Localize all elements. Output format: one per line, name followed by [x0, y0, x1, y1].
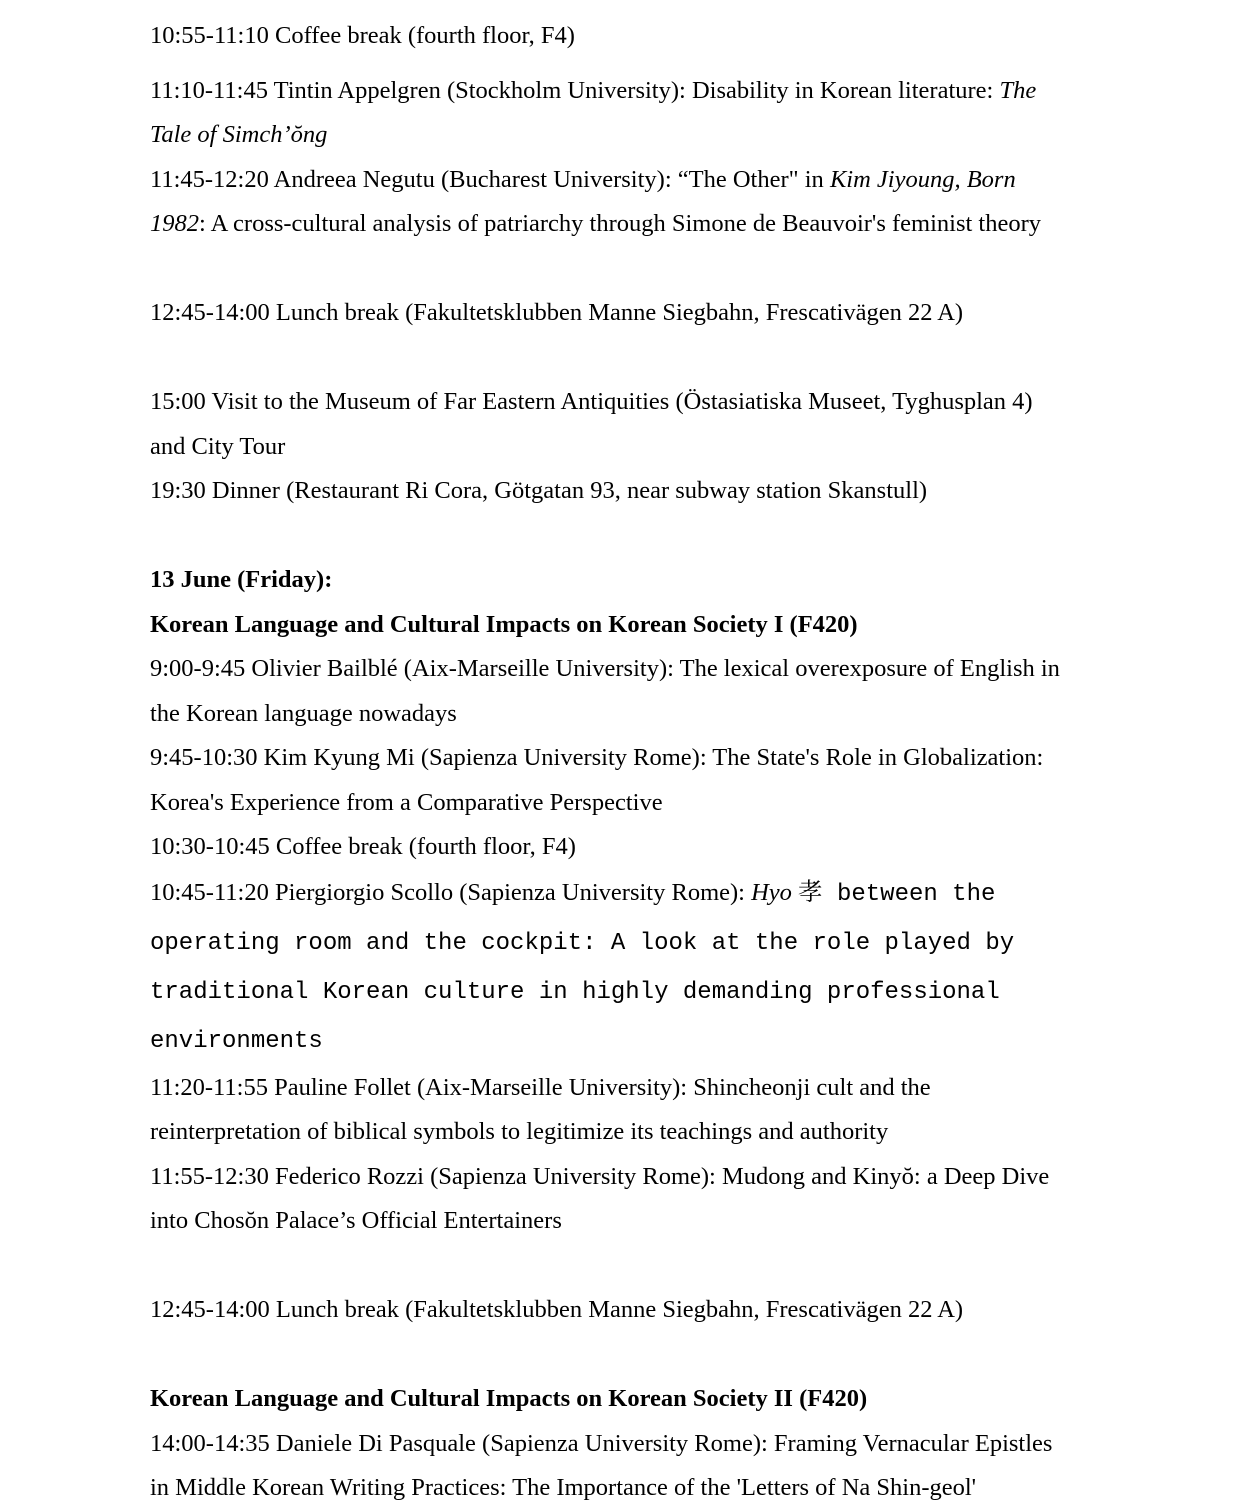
- date-heading: [150, 558, 1110, 603]
- schedule-item: [150, 1155, 1110, 1244]
- text-run-italic: Hyo: [751, 878, 792, 906]
- text-line: [150, 870, 1110, 919]
- blank-line: [150, 1333, 1110, 1378]
- text-run: 10:55-11:10 Coffee break (fourth floor, F4): [150, 22, 575, 49]
- schedule-item: [150, 870, 1110, 1066]
- blank-line-space: [150, 1333, 1110, 1378]
- text-line: [150, 1422, 1110, 1467]
- text-run: reinterpretation of biblical symbols to legitimize its teachings and authority: [150, 1118, 889, 1145]
- schedule-item: [150, 825, 1110, 870]
- text-line: [150, 291, 1110, 336]
- schedule-item: [150, 647, 1110, 736]
- text-line: [150, 1155, 1110, 1200]
- text-line: [150, 736, 1110, 781]
- text-line: [150, 919, 1110, 968]
- text-run: : A cross-cultural analysis of patriarchy through Simone de Beauvoir's feminist theory: [199, 210, 1041, 237]
- text-run: 11:55-12:30 Federico Rozzi (Sapienza University Rome): Mudong and Kinyŏ: a Deep Dive: [150, 1162, 1050, 1190]
- text-run-mono: operating room and the cockpit: A look at the role played by: [150, 929, 1015, 957]
- blank-line-space: [150, 336, 1110, 381]
- text-run: 10:45-11:20 Piergiorgio Scollo (Sapienza University Rome):: [150, 878, 752, 906]
- text-run: 12:45-14:00 Lunch break (Fakultetsklubben Manne Siegbahn, Frescativägen 22 A): [150, 1296, 964, 1323]
- text-line: [150, 69, 1110, 114]
- text-line: [150, 202, 1110, 247]
- text-run-bold: Korean Language and Cultural Impacts on Korean Society II (F420): [150, 1385, 868, 1412]
- text-run-bold: 13 June (Friday):: [150, 566, 333, 593]
- schedule-item: [150, 158, 1110, 247]
- text-run-italic: Tale of Simch’ŏng: [150, 121, 328, 148]
- text-line: [150, 158, 1110, 203]
- text-run: Korea's Experience from a Comparative Perspective: [150, 788, 663, 816]
- session-heading: [150, 1377, 1110, 1422]
- text-run: 11:20-11:55 Pauline Follet (Aix-Marseille University): Shincheonji cult and the: [150, 1073, 931, 1101]
- text-line: [150, 113, 1110, 158]
- blank-line-space: [150, 1244, 1110, 1289]
- text-run: the Korean language nowadays: [150, 699, 457, 727]
- text-line: [150, 425, 1110, 470]
- text-line: [150, 1377, 1110, 1422]
- text-run-mono: [823, 881, 837, 908]
- blank-line-space: [150, 514, 1110, 559]
- text-run-mono: environments: [150, 1027, 323, 1055]
- text-line: [150, 1466, 1110, 1511]
- text-line: [150, 469, 1110, 514]
- text-run: 11:10-11:45 Tintin Appelgren (Stockholm University): Disability in Korean literature:: [150, 76, 1000, 104]
- text-line: [150, 1288, 1110, 1333]
- schedule-item: [150, 69, 1110, 158]
- text-line: [150, 380, 1110, 425]
- blank-line: [150, 1244, 1110, 1289]
- text-line: [150, 692, 1110, 737]
- text-line: [150, 558, 1110, 603]
- schedule-item: [150, 1422, 1110, 1511]
- text-run-mono: between the: [836, 880, 996, 908]
- session-heading: [150, 603, 1110, 648]
- text-run-bold: Korean Language and Cultural Impacts on Korean Society I (F420): [150, 610, 858, 638]
- text-run: and City Tour: [150, 432, 286, 460]
- text-run: 15:00 Visit to the Museum of Far Eastern Antiquities (Östasiatiska Museet, Tyghusplan 4): [150, 388, 1033, 415]
- text-line: [150, 781, 1110, 826]
- text-run: 19:30 Dinner (Restaurant Ri Cora, Götgatan 93, near subway station Skanstull): [150, 477, 928, 504]
- text-run: into Chosŏn Palace’s Official Entertainers: [150, 1207, 562, 1234]
- text-run: in Middle Korean Writing Practices: The Importance of the 'Letters of Na Shin-geol': [150, 1474, 977, 1501]
- text-line: [150, 1017, 1110, 1066]
- text-run: 9:45-10:30 Kim Kyung Mi (Sapienza University Rome): The State's Role in Globalization:: [150, 744, 1044, 771]
- schedule-item: [150, 1288, 1110, 1333]
- schedule-item: [150, 14, 1110, 59]
- blank-line: [150, 514, 1110, 559]
- text-line: [150, 1110, 1110, 1155]
- text-run-italic: Kim Jiyoung, Born: [829, 165, 1016, 193]
- text-run: 12:45-14:00 Lunch break (Fakultetsklubben Manne Siegbahn, Frescativägen 22 A): [150, 299, 964, 326]
- schedule-item: [150, 380, 1110, 469]
- text-line: [150, 825, 1110, 870]
- schedule-item: [150, 469, 1110, 514]
- blank-line-space: [150, 247, 1110, 292]
- text-run: 10:30-10:45 Coffee break (fourth floor, F4): [150, 833, 576, 860]
- blank-line: [150, 336, 1110, 381]
- text-line: [150, 14, 1110, 59]
- schedule-item: [150, 291, 1110, 336]
- text-run-mono: traditional Korean culture in highly demanding professional: [150, 978, 1000, 1006]
- text-line: [150, 968, 1110, 1017]
- schedule-item: [150, 736, 1110, 825]
- text-line: [150, 603, 1110, 648]
- blank-line: [150, 247, 1110, 292]
- text-run: 9:00-9:45 Olivier Bailblé (Aix-Marseille University): The lexical overexposure of English in: [150, 655, 1060, 682]
- schedule-item: [150, 1066, 1110, 1155]
- text-run-italic: 1982: [150, 210, 199, 237]
- text-line: [150, 647, 1110, 692]
- text-run-italic: The: [999, 76, 1037, 104]
- hanja-character: 孝: [798, 876, 823, 906]
- text-run: 11:45-12:20 Andreea Negutu (Bucharest University): “The Other" in: [150, 165, 830, 193]
- text-line: [150, 1199, 1110, 1244]
- text-run: 14:00-14:35 Daniele Di Pasquale (Sapienza University Rome): Framing Vernacular Epistles: [150, 1429, 1053, 1457]
- text-line: [150, 1066, 1110, 1111]
